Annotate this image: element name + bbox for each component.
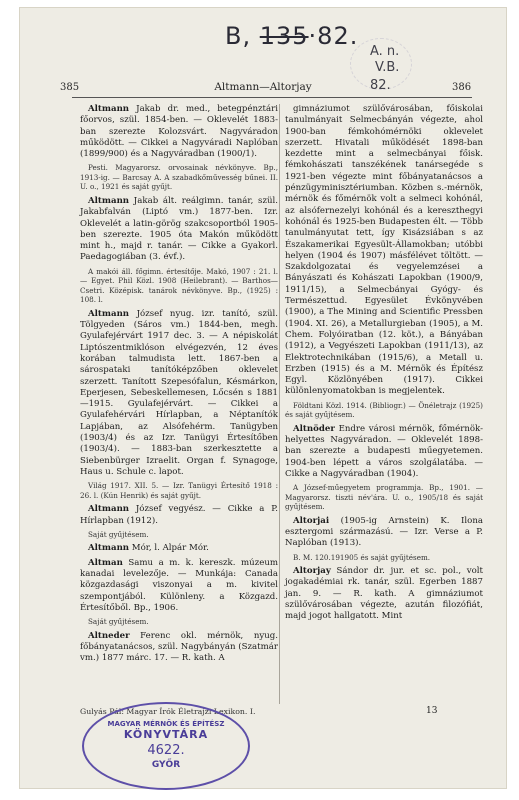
entry-surname: Altman [88,557,123,568]
biography-entry [80,558,278,614]
biography-entry [80,504,278,527]
biography-entry [285,424,483,480]
entry-source: Világ 1917. XII. 5. — Izr. Tanügyi Értesítő 1918 : 26. l. (Kún Henrik) és saját gyűjt. [80,481,278,500]
shelfmark-prefix: B, [225,22,260,50]
biography-entry [285,516,483,550]
entry-surname: Altmann [88,543,130,554]
biography-entry [285,566,483,622]
stamp-line-4: GYŐR [151,760,181,770]
entry-surname: Altorjai [293,515,330,526]
entry-source: Saját gyűjtésem. [88,529,149,539]
handwritten-shelfmark [225,22,358,50]
entry-text: Mór, l. Alpár Mór. [129,543,209,554]
footer-source: Gulyás Pál: Magyar Írók Életrajzi Lexikon. I. [80,707,256,716]
running-header: Altmann—Altorjay [214,81,312,93]
biography-entry [80,196,278,264]
left-page-number: 385 [60,82,80,93]
entry-text: gimnáziumot szülővárosában, főiskolai tanulmányait Selmecbányán végezte, ahol 1900-ban fémkohómérnöki oklevelet szerzett. Hivatali működését 1898-ban kezdette mint a selmecbányai főisk. fémkohászati tanszékének tanársegéde s 1921-ben végezte mint főbányatanácsos a pénzügyminisztériumban. Közben s.-mérnök, mérnök és főmérnök volt a selmeci kohónál, az alsófernezelyi kohónál és a kereszthegyi kohónál és 1925-ben Budapesten élt. — Több tanulmányutat tett, így Kisázsiában s az Északamerikai Egyesült-Államokban; utóbbi helyen (1904 és 1907) másfélévet töltött. — Szakdolgozatai és vegyelemzései a Bányászati és Kohászati Lapokban (1900/9, 1911/15), a Selmecbányai Gyógy- és Természettud. Egyesület Évkönyvében (1900), a The Mining and Scientific Pressben (1904. XI. 26), a Metallurgieban (1905), a M. Chem. Folyóiratban (12. köt.), a Bányában (1912), a Vegyészeti Lapokban (1911/13), az Elektrotechnikában (1915/6), a Metall u. Erzben (1915) és a M. Mérnök és Építész Egyl. Közlönyében (1917). Cikkei különlenyomatokban is megjelentek. [285,104,483,397]
entry-surname: Altneder [88,630,130,641]
entry-text: (1905-ig Arnstein) K. Ilona esztergomi származású. — Izr. Verse a P. Naplóban (1913). [285,515,483,549]
entry-source: A makói áll. főgimn. értesítője. Makó, 1907 : 21. l. — Egyet. Phil Közl. 1908 (Heilebrant). — Barthos—Csetri. Középisk. tanárok névkönyve. Bp., (1925) : 108. l. [80,266,278,305]
shelfmark-suffix: ·82. [308,22,359,50]
entry-text: József nyug. izr. tanító, szül. Tölgyeden (Sáros vm.) 1844-ben, megh. Gyulafejérvárt 1917 dec. 3. — A népiskolát Liptószentmiklóson elvégezvén, 12 éves korában talmudista lett. 1867-ben a sárospataki tanítóképzőben oklevelet szerzett. Tanított Szepesófalun, Késmárkon, Eperjesen, Sebeskellemesen, Lőcsén s 1881—1915. Gyulafejérvárt. — Cikkei a Gyulafehérvári Hírlapban, a Néptanítók Lapjában, az Alsófehérm. Tanügyben (1903/4) és az Izr. Tanügyi Értesítőben (1903/4). — 1883-ban szerkesztette a Siebenbürger Izraelit. Organ f. Synagoge, Haus u. Schule c. lapot. [80,308,278,477]
handwritten-note-2: V.B. [375,60,400,75]
entry-surname: Altnöder [293,423,335,434]
document-page [20,8,506,788]
handwritten-note-3: 82. [370,78,391,93]
stamp-line-1: MAGYAR MÉRNÖK ÉS ÉPÍTÉSZ [107,720,225,728]
entry-text: Ferenc okl. mérnök, nyug. főbányatanácsos, szül. Nagybányán (Szatmár vm.) 1877 márc. 17. — R. kath. A [80,630,278,664]
header-rule [72,97,472,98]
entry-source: Földtani Közl. 1914. (Bibliogr.) — Önéletrajz (1925) és saját gyűjtésem. [285,400,483,420]
entry-source: Pesti. Magyarorsz. orvosainak névkönyve. Bp., 1913-ig. — Barcsay A. A szabadkőművesség bűnei. II. U. o., 1921 és saját gyűjt. [80,163,278,192]
biography-entry [80,631,278,665]
entry-surname: Altmann [88,195,130,206]
entry-surname: Altmann [88,104,130,114]
entry-surname: Altmann [88,308,130,319]
biography-entry [285,104,483,398]
footer-number: 13 [426,706,438,716]
shelfmark-struck: 135 [259,22,309,50]
entry-surname: Altmann [88,504,130,515]
column-divider [279,104,280,704]
right-page-number: 386 [452,82,472,93]
entry-text: Endre városi mérnök, főmérnök-helyettes Nagyváradon. — Oklevelét 1898-ban szerezte a budapesti műegyetemen. 1904-ben lépett a város szolgálatába. — Cikke a Nagyváradban (1904). [285,423,483,479]
stamp-line-3: 4622. [147,743,185,758]
library-stamp [82,702,250,790]
biography-entry [80,309,278,478]
entry-text: József vegyész. — Cikke a P. Hírlapban (1912). [80,504,278,526]
entry-text: Jakab ált. reálgimn. tanár, szül. Jakabfalván (Liptó vm.) 1877-ben. Izr. Oklevelét a latin-görög szakcsoportból 1905-ben szerezte. 1905 óta Makón működött mint h., majd r. tanár. — Cikke a Gyakorl. Paedagogiában (3. évf.). [80,195,278,263]
entry-source: A József-műegyetem programmja. Bp., 1901. — Magyarorsz. tiszti név'ára. U. o., 1905/18 és saját gyűjtésem. [285,483,483,512]
entry-source: Saját gyűjtésem. [88,617,149,627]
entry-text: Samu a m. k. kereszk. múzeum kanadai levelezője. — Munkája: Canada közgazdasági viszonyai a m. kivitel szempontjából. Különleny. a Közgazd. Értesítőből. Bp., 1906. [80,557,278,613]
stamp-line-2: KÖNYVTÁRA [123,728,209,741]
entry-text: Jakab dr. med., betegpénztári főorvos, szül. 1854-ben. — Oklevelét 1883-ban szerezte Kolozsvárt. Nagyváradon működött. — Cikkei a Nagyváradi Naplóban (1899/900) és a Nagyváradban (1900/1). [80,104,278,160]
biography-entry [80,104,278,160]
entry-source: B. M. 120.191905 és saját gyűjtésem. [293,552,431,562]
entry-surname: Altorjay [293,566,331,577]
left-column [80,104,278,667]
biography-entry [80,543,278,554]
right-column [285,104,483,626]
entry-text: Sándor dr. jur. et sc. pol., volt jogakadémiai rk. tanár, szül. Egerben 1887 jan. 9. — R. kath. A gimnáziumot szülővárosában végezte, azután filozófiát, majd jogot hallgatott. Mint [285,566,483,622]
handwritten-note-1: A. n. [370,44,400,59]
